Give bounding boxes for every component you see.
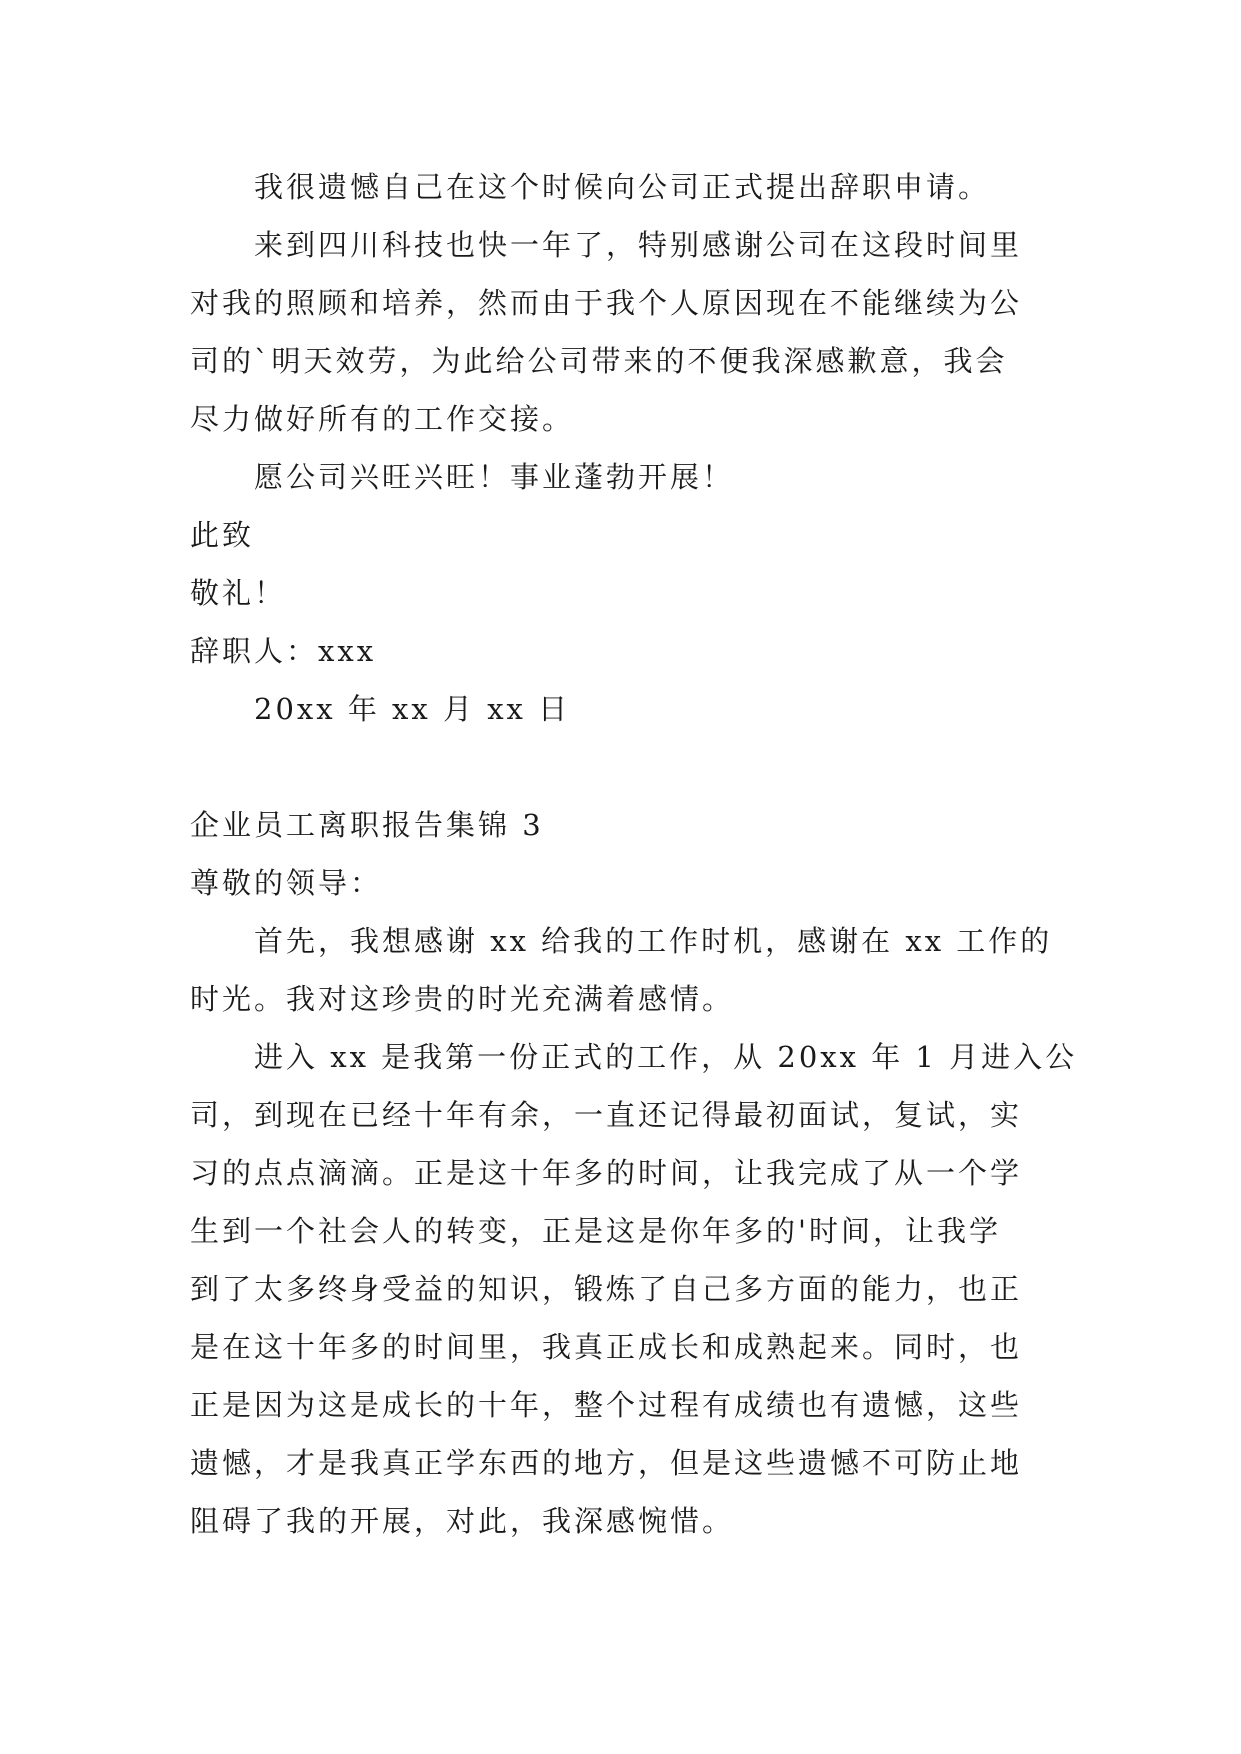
closing-regards: 敬礼！ — [190, 576, 287, 610]
closing-salutation: 此致 — [190, 518, 255, 552]
paragraph-line: 首先，我想感谢 xx 给我的工作时机，感谢在 xx 工作的 — [254, 924, 1053, 958]
paragraph-line: 来到四川科技也快一年了，特别感谢公司在这段时间里 — [254, 228, 1023, 262]
paragraph-line: 司，到现在已经十年有余，一直还记得最初面试，复试，实 — [190, 1098, 1023, 1132]
document-page — [190, 158, 1078, 1550]
paragraph-line: 生到一个社会人的转变，正是这是你年多的'时间，让我学 — [190, 1214, 1001, 1248]
salutation: 尊敬的领导： — [190, 866, 383, 900]
date-line: 20xx 年 xx 月 xx 日 — [254, 692, 571, 726]
section-title: 企业员工离职报告集锦 3 — [190, 808, 544, 842]
paragraph-line: 愿公司兴旺兴旺！事业蓬勃开展！ — [254, 460, 735, 494]
paragraph-line: 时光。我对这珍贵的时光充满着感情。 — [190, 982, 735, 1016]
paragraph-line: 对我的照顾和培养，然而由于我个人原因现在不能继续为公 — [190, 286, 1023, 320]
paragraph-line: 习的点点滴滴。正是这十年多的时间，让我完成了从一个学 — [190, 1156, 1023, 1190]
paragraph-line: 司的`明天效劳，为此给公司带来的不便我深感歉意，我会 — [190, 344, 1008, 378]
paragraph-line: 是在这十年多的时间里，我真正成长和成熟起来。同时，也 — [190, 1330, 1023, 1364]
signature-line: 辞职人：xxx — [190, 634, 377, 668]
paragraph-line: 到了太多终身受益的知识，锻炼了自己多方面的能力，也正 — [190, 1272, 1023, 1306]
paragraph-line: 遗憾，才是我真正学东西的地方，但是这些遗憾不可防止地 — [190, 1446, 1023, 1480]
paragraph-line: 我很遗憾自己在这个时候向公司正式提出辞职申请。 — [254, 170, 991, 204]
section-gap — [190, 738, 1050, 796]
paragraph-line: 阻碍了我的开展，对此，我深感惋惜。 — [190, 1504, 735, 1538]
paragraph-line: 尽力做好所有的工作交接。 — [190, 402, 575, 436]
paragraph-line: 正是因为这是成长的十年，整个过程有成绩也有遗憾，这些 — [190, 1388, 1023, 1422]
paragraph-line: 进入 xx 是我第一份正式的工作，从 20xx 年 1 月进入公 — [254, 1040, 1078, 1074]
